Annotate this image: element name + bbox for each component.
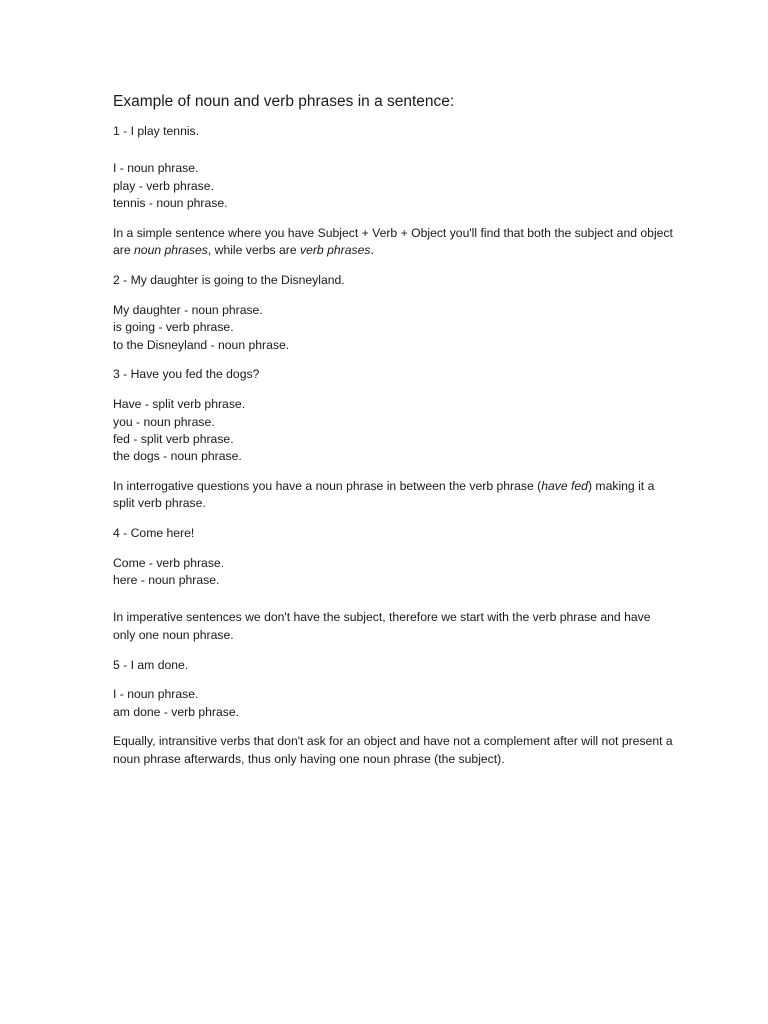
example-3-heading: 3 - Have you fed the dogs? xyxy=(113,367,260,382)
note-text: ) making it a split verb phrase. xyxy=(113,478,655,511)
example-2-breakdown xyxy=(113,302,673,354)
document-body xyxy=(113,92,673,768)
note-emphasis: noun phrases xyxy=(134,243,208,258)
breakdown-line: here - noun phrase. xyxy=(113,573,220,588)
example-5-heading: 5 - I am done. xyxy=(113,657,189,672)
breakdown-line: play - verb phrase. xyxy=(113,178,214,193)
breakdown-line: is going - verb phrase. xyxy=(113,320,234,335)
example-3-note xyxy=(113,478,673,513)
example-4-note: In imperative sentences we don't have the subject, therefore we start with the verb phrase and have only one noun phrase. xyxy=(113,610,651,642)
example-2-heading: 2 - My daughter is going to the Disneyland. xyxy=(113,273,345,288)
note-text: . xyxy=(370,243,374,258)
breakdown-line: tennis - noun phrase. xyxy=(113,195,228,210)
breakdown-line: Have - split verb phrase. xyxy=(113,397,246,412)
breakdown-line: My daughter - noun phrase. xyxy=(113,303,263,318)
note-emphasis: have fed xyxy=(541,478,588,493)
breakdown-line: the dogs - noun phrase. xyxy=(113,449,242,464)
example-4-breakdown xyxy=(113,555,673,590)
breakdown-line: to the Disneyland - noun phrase. xyxy=(113,337,290,352)
breakdown-line: Come - verb phrase. xyxy=(113,555,225,570)
note-text: In interrogative questions you have a noun phrase in between the verb phrase ( xyxy=(113,478,542,493)
example-3-breakdown xyxy=(113,396,673,465)
breakdown-line: you - noun phrase. xyxy=(113,414,215,429)
breakdown-line: am done - verb phrase. xyxy=(113,704,240,719)
breakdown-line: I - noun phrase. xyxy=(113,687,199,702)
example-5-breakdown xyxy=(113,686,673,721)
example-1-breakdown xyxy=(113,160,673,212)
example-1-note xyxy=(113,225,673,260)
note-text: , while verbs are xyxy=(207,243,300,258)
example-5-note: Equally, intransitive verbs that don't ask for an object and have not a complement after will not present a noun phrase afterwards, thus only having one noun phrase (the subject). xyxy=(113,734,673,766)
example-1-heading: 1 - I play tennis. xyxy=(113,124,200,138)
example-4-heading: 4 - Come here! xyxy=(113,526,195,541)
document-title: Example of noun and verb phrases in a sentence: xyxy=(113,93,455,110)
breakdown-line: I - noun phrase. xyxy=(113,161,199,176)
breakdown-line: fed - split verb phrase. xyxy=(113,431,234,446)
note-emphasis: verb phrases xyxy=(300,243,371,258)
note-text: In a simple sentence where you have Subject + Verb + Object you'll find that both the subject and object are xyxy=(113,226,673,258)
